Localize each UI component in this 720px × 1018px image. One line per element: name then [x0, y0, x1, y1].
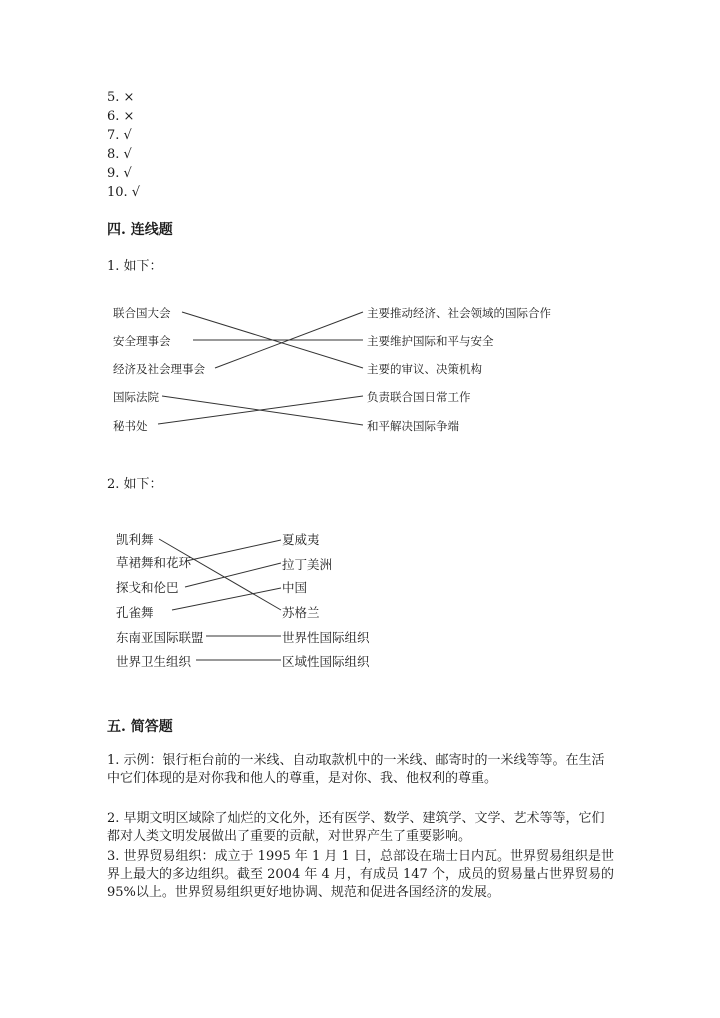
q1-right-item: 和平解决国际争端 [367, 419, 459, 433]
section5-title: 五. 简答题 [107, 719, 173, 735]
q1-left-item: 国际法院 [113, 390, 159, 404]
q2-right-item: 拉丁美洲 [282, 557, 333, 572]
short-answer-2: 2. 早期文明区域除了灿烂的文化外，还有医学、数学、建筑学、文学、艺术等等，它们都对人类文明发展做出了重要的贡献，对世界产生了重要影响。 [107, 811, 605, 844]
q2-left-item: 世界卫生组织 [116, 654, 192, 669]
q2-left-item: 探戈和伦巴 [116, 580, 179, 595]
q2-link-line [159, 539, 281, 610]
q1-left-item: 秘书处 [113, 419, 148, 433]
answer-5: 5. × [107, 90, 135, 105]
q2-label: 2. 如下： [107, 477, 163, 492]
q1-right-item: 主要的审议、决策机构 [367, 362, 482, 376]
answer-8: 8. √ [107, 147, 132, 162]
q1-right-item: 主要推动经济、社会领域的国际合作 [367, 306, 551, 320]
q1-left-item: 经济及社会理事会 [113, 362, 205, 376]
q2-left-item: 东南亚国际联盟 [116, 630, 204, 645]
q2-link-line [186, 540, 281, 561]
q2-right-item: 世界性国际组织 [282, 630, 370, 645]
answer-10: 10. √ [107, 185, 141, 200]
answer-7: 7. √ [107, 128, 132, 143]
section4-title: 四. 连线题 [107, 222, 173, 238]
q1-right-item: 主要维护国际和平与安全 [367, 334, 494, 348]
q2-right-item: 苏格兰 [282, 605, 320, 620]
q2-left-item: 凯利舞 [116, 532, 154, 547]
short-answer-1: 1. 示例：银行柜台前的一米线、自动取款机中的一米线、邮寄时的一米线等等。在生活中它们体现的是对你我和他人的尊重，是对你、我、他权利的尊重。 [107, 753, 605, 786]
q2-right-item: 夏威夷 [282, 532, 320, 547]
q1-left-item: 安全理事会 [113, 334, 171, 348]
q1-left-item: 联合国大会 [113, 306, 171, 320]
q2-link-line [185, 563, 281, 587]
answer-6: 6. × [107, 109, 135, 124]
q1-label: 1. 如下： [107, 259, 163, 274]
short-answer-3: 3. 世界贸易组织：成立于 1995 年 1 月 1 日，总部设在瑞士日内瓦。世界贸易组织是世界上最大的多边组织。截至 2004 年 4 月，有成员 147 个，成员的贸易量占世界贸易的 95%以上。世界贸易组织更好地协调、规范和促进各国经济的发展。 [107, 849, 614, 900]
q2-link-line [172, 588, 281, 610]
q2-left-item: 草裙舞和花环 [116, 555, 192, 570]
q2-right-item: 中国 [282, 580, 308, 595]
q1-right-item: 负责联合国日常工作 [367, 390, 471, 404]
q2-left-item: 孔雀舞 [116, 605, 154, 620]
answer-9: 9. √ [107, 166, 132, 181]
q2-right-item: 区域性国际组织 [282, 654, 370, 669]
